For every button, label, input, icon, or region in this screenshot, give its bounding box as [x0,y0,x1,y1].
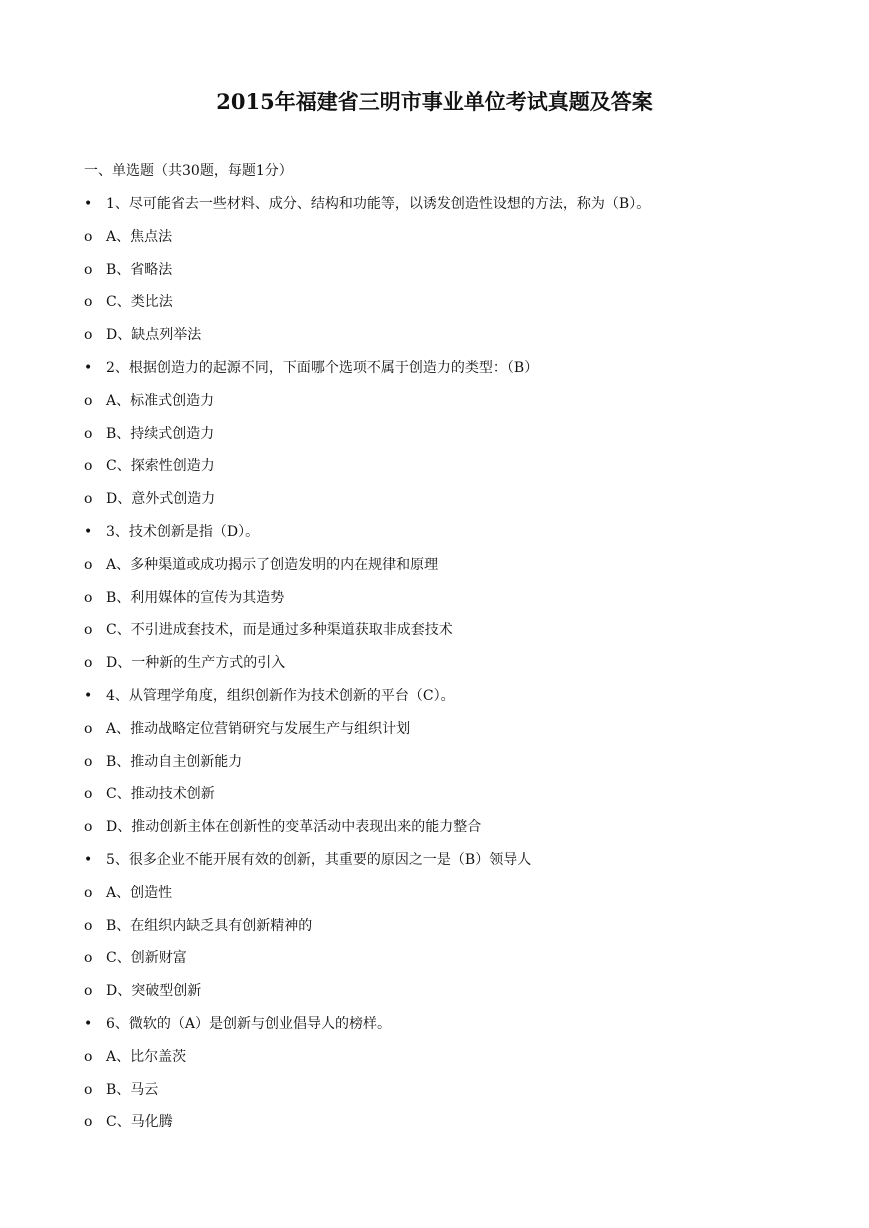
option-marker: o [84,884,93,901]
option-text: A、多种渠道或成功揭示了创造发明的内在规律和原理 [106,556,439,573]
question-item [84,357,844,390]
option-marker: o [84,753,93,770]
option-marker: o [84,294,93,311]
option-text: B、推动自主创新能力 [106,753,243,770]
bullet-marker: • [84,851,93,868]
option-text: B、在组织内缺乏具有创新精神的 [106,917,313,934]
bullet-marker: • [84,523,93,540]
option-marker: o [84,228,93,245]
option-item [84,882,844,915]
option-text: C、类比法 [106,294,173,311]
option-item [84,915,844,948]
option-marker: o [84,491,93,508]
option-marker: o [84,622,93,639]
question-text: 3、技术创新是指（D）。 [106,523,260,540]
question-item [84,685,844,718]
option-marker: o [84,556,93,573]
option-text: D、缺点列举法 [106,327,202,344]
option-item [84,751,844,784]
question-list [84,193,844,1144]
option-text: C、不引进成套技术，而是通过多种渠道获取非成套技术 [106,622,453,639]
option-marker: o [84,950,93,967]
option-item [84,652,844,685]
option-text: C、马化腾 [106,1114,173,1131]
option-marker: o [84,327,93,344]
option-item [84,816,844,849]
option-marker: o [84,720,93,737]
option-item [84,488,844,521]
option-marker: o [84,458,93,475]
option-item [84,259,844,292]
bullet-marker: • [84,196,93,212]
question-text: 1、尽可能省去一些材料、成分、结构和功能等，以诱发创造性设想的方法，称为（B）。 [106,196,651,212]
bullet-marker: • [84,359,93,376]
option-text: B、省略法 [106,261,173,278]
option-text: A、比尔盖茨 [106,1048,187,1065]
option-text: C、推动技术创新 [106,786,215,803]
option-marker: o [84,589,93,606]
option-text: D、突破型创新 [106,983,202,1000]
option-text: A、标准式创造力 [106,392,215,409]
option-text: D、推动创新主体在创新性的变革活动中表现出来的能力整合 [106,819,482,836]
option-item [84,1111,844,1144]
option-item [84,947,844,980]
option-item [84,587,844,620]
option-item [84,226,844,259]
option-item [84,291,844,324]
option-text: C、创新财富 [106,950,187,967]
document-title: 2015年福建省三明市事业单位考试真题及答案 [216,89,653,114]
option-text: B、持续式创造力 [106,425,215,442]
option-marker: o [84,261,93,278]
option-item [84,619,844,652]
option-text: D、意外式创造力 [106,491,216,508]
option-marker: o [84,786,93,803]
option-marker: o [84,819,93,836]
option-item [84,423,844,456]
question-item [84,849,844,882]
option-text: B、利用媒体的宣传为其造势 [106,589,285,606]
question-text: 2、根据创造力的起源不同，下面哪个选项不属于创造力的类型：（B） [106,359,539,376]
option-item [84,390,844,423]
option-item [84,554,844,587]
question-text: 5、很多企业不能开展有效的创新，其重要的原因之一是（B）领导人 [106,851,532,868]
option-item [84,1079,844,1112]
option-text: D、一种新的生产方式的引入 [106,655,286,672]
option-text: A、推动战略定位营销研究与发展生产与组织计划 [106,720,411,737]
option-marker: o [84,425,93,442]
option-marker: o [84,655,93,672]
option-item [84,980,844,1013]
question-text: 4、从管理学角度，组织创新作为技术创新的平台（C）。 [106,687,455,704]
option-item [84,718,844,751]
option-marker: o [84,1081,93,1098]
option-marker: o [84,392,93,409]
option-marker: o [84,917,93,934]
bullet-marker: • [84,1015,93,1032]
option-text: C、探索性创造力 [106,458,215,475]
option-item [84,1046,844,1079]
option-text: A、焦点法 [106,228,173,245]
option-text: B、马云 [106,1081,159,1098]
question-item [84,521,844,554]
question-item [84,1013,844,1046]
option-marker: o [84,1048,93,1065]
option-marker: o [84,983,93,1000]
option-marker: o [84,1114,93,1131]
option-item [84,783,844,816]
section-heading: 一、单选题（共30题，每题1分） [84,163,293,179]
question-text: 6、微软的（A）是创新与创业倡导人的榜样。 [106,1015,392,1032]
option-item [84,324,844,357]
option-text: A、创造性 [106,884,173,901]
option-item [84,455,844,488]
question-item [84,193,844,226]
bullet-marker: • [84,687,93,704]
